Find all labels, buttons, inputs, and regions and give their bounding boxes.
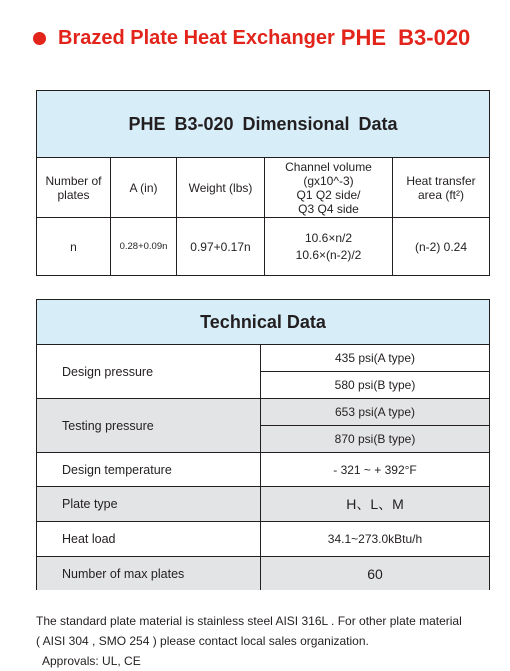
plate-type-label: Plate type (37, 487, 261, 521)
row-design-temperature (37, 453, 489, 487)
channel-value-line1: 10.6×n/2 (304, 231, 353, 245)
row-design-pressure (37, 345, 489, 399)
value-a: 0.28+0.09n (111, 218, 177, 276)
value-channel-volume (265, 218, 393, 276)
row-testing-pressure (37, 399, 489, 453)
footer-approvals: Approvals: UL, CE (42, 654, 141, 668)
dimensional-grid (37, 158, 489, 276)
design-pressure-label: Design pressure (37, 345, 261, 398)
max-plates-value: 60 (367, 565, 383, 582)
header-a: A (in) (111, 158, 177, 218)
technical-data-table (36, 299, 490, 590)
channel-volume-line3: Q1 Q2 side/ (296, 187, 361, 202)
channel-value-line2: 10.6×(n-2)/2 (295, 248, 362, 262)
footer-notes (36, 611, 506, 671)
row-heat-load (37, 522, 489, 557)
header-heat-transfer-area: Heat transfer area (ft²) (393, 158, 489, 218)
design-temperature-value: - 321 ~ + 392°F (333, 462, 417, 477)
value-weight: 0.97+0.17n (177, 218, 265, 276)
page-heading (33, 23, 470, 53)
footer-line-1: The standard plate material is stainless steel AISI 316L . For other plate material (36, 614, 462, 628)
dimensional-data-table (36, 90, 490, 276)
channel-volume-line1: Channel volume (285, 159, 372, 174)
row-plate-type (37, 487, 489, 522)
footer-line-2: ( AISI 304 , SMO 254 ) please contact local sales organization. (36, 634, 369, 648)
value-heat-transfer-area: (n-2) 0.24 (414, 240, 468, 254)
value-number-of-plates: n (37, 218, 111, 276)
max-plates-label: Number of max plates (37, 557, 261, 590)
technical-table-title: Technical Data (37, 300, 489, 345)
channel-volume-line2: (gx10^-3) (303, 173, 354, 188)
heading-model: PHE B3-020 (340, 25, 471, 50)
design-pressure-a: 435 psi(A type) (334, 351, 416, 365)
bullet-icon (33, 32, 46, 45)
row-max-plates (37, 557, 489, 590)
header-channel-volume (265, 158, 393, 218)
design-pressure-b: 580 psi(B type) (261, 371, 489, 398)
design-temperature-label: Design temperature (37, 453, 261, 486)
heading-text: Brazed Plate Heat Exchanger (58, 26, 335, 49)
heat-load-value: 34.1~273.0kBtu/h (327, 532, 423, 546)
testing-pressure-a: 653 psi(A type) (334, 405, 416, 419)
plate-type-value: H、L、M (346, 496, 404, 512)
channel-volume-line4: Q3 Q4 side (298, 201, 359, 216)
header-number-of-plates: Number of plates (37, 158, 111, 218)
heat-load-label: Heat load (37, 522, 261, 556)
header-weight: Weight (lbs) (177, 158, 265, 218)
testing-pressure-label: Testing pressure (37, 399, 261, 452)
dimensional-table-title: PHE B3-020 Dimensional Data (37, 91, 489, 158)
testing-pressure-b: 870 psi(B type) (261, 425, 489, 452)
